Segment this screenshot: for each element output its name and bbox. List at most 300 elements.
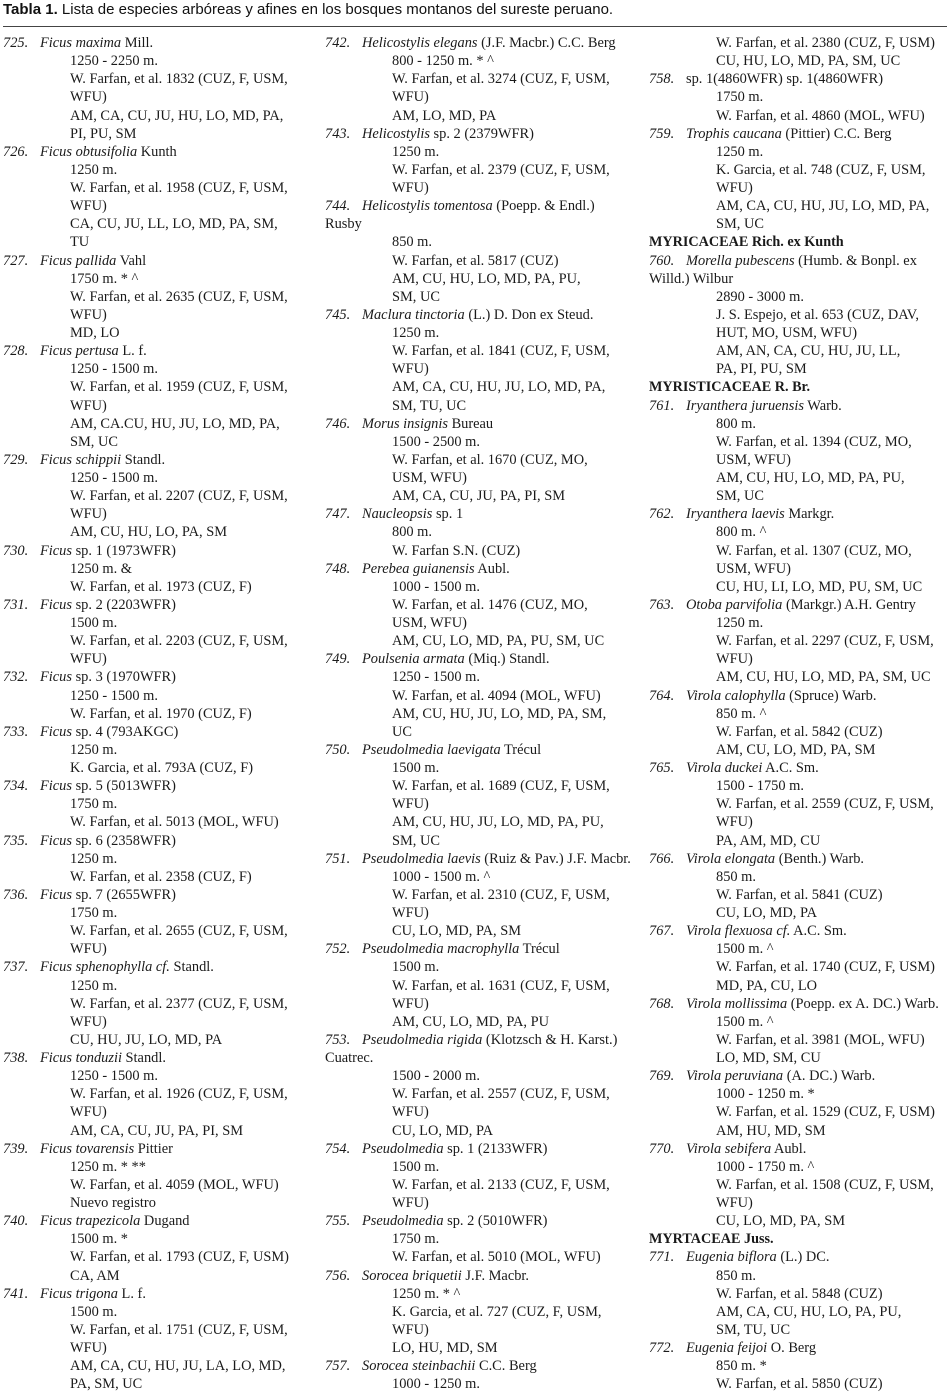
entry-detail: W. Farfan, et al. 2559 (CUZ, F, USM, [716,796,934,813]
entry-detail: W. Farfan, et al. 1740 (CUZ, F, USM) [716,959,935,976]
species-author: Standl. [121,451,166,468]
species-entry [3,723,311,741]
entry-detail: W. Farfan, et al. 1958 (CUZ, F, USM, [70,180,288,196]
species-entry [3,1285,311,1303]
species-entry [3,252,311,270]
entry-detail: SM, TU, UC [716,1321,791,1338]
entry-number: 733. [3,723,29,740]
entry-detail: SM, UC [392,288,440,305]
entry-detail: CU, LO, MD, PA, SM [392,923,522,940]
entry-detail: W. Farfan, et al. 1670 (CUZ, MO, [392,451,588,468]
entry-number: 730. [3,542,29,559]
entry-number: 772. [649,1340,675,1356]
species-author: Warb. [803,397,842,414]
entry-detail: WFU) [70,506,107,523]
entry-detail: W. Farfan S.N. (CUZ) [392,542,521,559]
entry-number: 768. [649,995,675,1012]
entry-detail: 850 m. * [716,1358,767,1375]
species-name: Naucleopsis [362,506,433,523]
entry-detail: CU, LO, MD, PA, SM [716,1213,846,1230]
entry-detail: AM, CU, LO, MD, PA, PU, SM, UC [392,633,605,650]
entry-number: 755. [325,1213,351,1230]
species-name: Maclura tinctoria [362,306,465,323]
species-name: Perebea guianensis [362,560,475,577]
species-name: Ficus tovarensis [40,1140,135,1157]
species-author: Aubl. [771,1140,807,1157]
entry-detail: WFU) [70,651,107,668]
entry-detail: 1250 m. [70,850,118,867]
species-author: Kunth [137,143,177,160]
entry-detail: W. Farfan, et al. 2380 (CUZ, F, USM) [716,35,935,51]
species-author: sp. 6 (2358WFR) [71,832,176,849]
entry-number: 771. [649,1249,675,1266]
species-author: sp. 2 (5010WFR) [443,1213,548,1230]
species-author: Vahl [116,252,147,269]
entry-detail: AM, CU, HU, LO, PA, SM [70,524,227,541]
species-name: Pseudolmedia rigida [362,1031,483,1048]
entry-detail: 1250 m. * ^ [392,1285,461,1302]
entry-number: 750. [325,741,351,758]
species-entry [325,415,637,433]
species-name: Ficus [40,723,72,740]
species-name: Ficus [40,886,72,903]
species-author: sp. 1(4860WFR) sp. 1(4860WFR) [686,71,884,88]
species-author: sp. 1 [432,506,464,523]
entry-detail: W. Farfan, et al. 5842 (CUZ) [716,723,883,740]
species-author: Markgr. [784,506,835,523]
species-author: (Poepp. & Endl.) [492,198,595,215]
entry-detail: WFU) [716,1195,753,1211]
entry-number: 740. [3,1213,29,1230]
entry-detail: W. Farfan, et al. 4059 (MOL, WFU) [70,1176,279,1193]
entry-detail: CU, LO, MD, PA [716,905,818,921]
species-author: Mill. [121,35,154,51]
entry-detail: W. Farfan, et al. 2655 (CUZ, F, USM, [70,923,288,940]
species-author: J.F. Macbr. [461,1267,529,1284]
entry-detail: 1250 m. * ** [70,1158,146,1175]
species-author: Bureau [447,415,494,432]
species-author: (A. DC.) Warb. [783,1068,876,1085]
entry-detail: WFU) [392,905,429,921]
species-entry [325,1212,637,1230]
entry-detail: 800 m. [392,524,432,541]
species-entry [649,70,949,88]
species-name: Ficus maxima [40,35,122,51]
entry-detail: W. Farfan, et al. 2310 (CUZ, F, USM, [392,886,610,903]
entry-detail: 1250 m. [70,741,118,758]
entry-detail: WFU) [392,361,429,378]
entry-detail: 850 m. [716,1267,756,1284]
species-entry [3,143,311,161]
species-author: sp. 1 (1973WFR) [71,542,176,559]
entry-detail: WFU) [70,89,107,106]
entry-detail: W. Farfan, et al. 1508 (CUZ, F, USM, [716,1176,934,1193]
species-name: Virola calophylla [686,687,786,704]
entry-number: 727. [3,252,29,269]
species-entry [3,451,311,469]
species-author: (Poepp. ex A. DC.) Warb. [787,995,939,1012]
species-name: Virola sebifera [686,1140,772,1157]
species-entry [3,596,311,614]
entry-detail: W. Farfan, et al. 1832 (CUZ, F, USM, [70,71,288,88]
species-entry [3,542,311,560]
entry-detail: 1250 - 1500 m. [70,361,158,378]
entry-detail: AM, LO, MD, PA [392,107,497,124]
species-entry [3,958,311,976]
entry-number: 731. [3,596,29,613]
entry-detail: WFU) [70,306,107,323]
entry-number: 747. [325,506,351,523]
species-name: Pseudolmedia laevigata [362,741,501,758]
species-author: (Spruce) Warb. [785,687,877,704]
species-name: Ficus [40,596,72,613]
entry-detail: W. Farfan, et al. 2358 (CUZ, F) [70,868,252,885]
species-entry [3,1212,311,1230]
species-name: Helicostylis tomentosa [362,198,493,215]
entry-detail: W. Farfan, et al. 1689 (CUZ, F, USM, [392,778,610,795]
entry-detail: UC [392,723,412,740]
species-author: sp. 1 (2133WFR) [443,1140,548,1157]
entry-detail: SM, TU, UC [392,397,467,414]
species-entry [3,777,311,795]
entry-detail: AM, CA, CU, JU, HU, LO, MD, PA, [70,107,284,124]
entry-detail: 800 m. [716,415,756,432]
entry-detail: AM, CU, LO, MD, PA, SM [716,741,876,758]
entry-detail: 1500 m. [392,959,440,976]
species-entry [325,34,637,52]
species-name: Ficus [40,542,72,559]
entry-number: 767. [649,923,675,940]
species-author: (Benth.) Warb. [775,850,865,867]
entry-detail: WFU) [392,1104,429,1121]
family-heading: MYRTACEAE Juss. [649,1231,774,1248]
entry-detail: 1500 - 1750 m. [716,778,804,795]
species-name: Virola mollissima [686,995,788,1012]
entry-detail: WFU) [392,796,429,813]
species-author: sp. 7 (2655WFR) [71,886,176,903]
species-name: Helicostylis elegans [362,35,478,51]
species-name: Ficus obtusifolia [40,143,138,160]
entry-detail: 850 m. [392,234,432,251]
entry-detail: W. Farfan, et al. 3274 (CUZ, F, USM, [392,71,610,88]
species-name: Sorocea briquetii [362,1267,462,1284]
entry-detail: AM, CU, HU, LO, MD, PA, PU, [392,270,581,287]
entry-detail: SM, UC [70,433,118,450]
entry-detail: 1250 - 1500 m. [70,1068,158,1085]
species-entry [3,342,311,360]
species-name: Ficus trapezicola [40,1213,141,1230]
entry-detail: CA, AM [70,1267,120,1284]
species-entry [649,125,949,143]
species-author: Trécul [519,941,560,958]
entry-number: 753. [325,1031,351,1048]
entry-detail: 1000 - 1250 m. [392,1376,480,1393]
entry-detail: K. Garcia, et al. 727 (CUZ, F, USM, [392,1303,602,1320]
entry-detail: WFU) [70,1104,107,1121]
entry-number: 759. [649,125,675,142]
entry-detail: AM, CA, CU, HU, LO, PA, PU, [716,1303,902,1320]
entry-detail: LO, MD, SM, CU [716,1050,821,1066]
entry-detail: W. Farfan, et al. 5817 (CUZ) [392,252,559,269]
species-author: O. Berg [767,1340,817,1356]
species-entry [325,1031,637,1049]
species-entry [649,687,949,705]
species-name: Eugenia feijoi [686,1340,768,1356]
species-author: A.C. Sm. [790,923,847,940]
entry-detail: WFU) [70,941,107,958]
entry-detail: AM, CA, CU, JU, PA, PI, SM [392,488,566,505]
entry-detail: CU, HU, LO, MD, PA, SM, UC [716,53,901,70]
entry-number: 739. [3,1140,29,1157]
entry-number: 769. [649,1068,675,1085]
species-author: sp. 4 (793AKGC) [71,723,179,740]
entry-detail: AM, CU, HU, JU, LO, MD, PA, PU, [392,814,604,831]
species-name: Ficus [40,778,72,795]
entry-number: 766. [649,850,675,867]
species-author: (Humb. & Bonpl. ex [794,252,917,269]
entry-number: 752. [325,941,351,958]
species-entry [649,1067,949,1085]
entry-detail: 1250 m. & [70,560,132,577]
entry-number: 760. [649,252,675,269]
entry-detail: 1500 m. [70,615,118,631]
entry-detail: W. Farfan, et al. 5848 (CUZ) [716,1285,883,1302]
species-author: L. f. [118,343,147,360]
species-author: (J.F. Macbr.) C.C. Berg [477,35,616,51]
species-entry [325,505,637,523]
caption-label: Tabla 1. [3,1,58,18]
entry-number: 761. [649,397,675,414]
species-name: Pseudolmedia macrophylla [362,941,520,958]
species-author: C.C. Berg [475,1358,537,1375]
entry-detail: USM, WFU) [392,615,467,631]
entry-number: 764. [649,687,675,704]
entry-detail: PI, PU, SM [70,125,137,142]
entry-detail: WFU) [70,1340,107,1356]
entry-detail: PA, AM, MD, CU [716,832,821,849]
entry-detail: AM, CU, LO, MD, PA, PU [392,1013,549,1030]
entry-detail: 1500 m. [70,1303,118,1320]
species-name: Pseudolmedia laevis [362,850,481,867]
entry-detail: W. Farfan, et al. 1631 (CUZ, F, USM, [392,977,610,994]
author-continuation: Rusby [325,216,362,233]
entry-detail: WFU) [392,995,429,1012]
entry-detail: MD, LO [70,325,120,341]
species-author: Standl. [121,1050,166,1066]
species-author: sp. 5 (5013WFR) [71,778,176,795]
column-3 [649,34,949,1394]
entry-detail: 1750 m. [70,905,118,921]
entry-detail: LO, HU, MD, SM [392,1340,498,1356]
species-entry [3,1049,311,1067]
entry-detail: 1750 m. [716,89,764,106]
entry-detail: W. Farfan, et al. 2207 (CUZ, F, USM, [70,488,288,505]
entry-detail: W. Farfan, et al. 1476 (CUZ, MO, [392,596,588,613]
species-name: Virola duckei [686,760,763,776]
entry-detail: W. Farfan, et al. 4094 (MOL, WFU) [392,687,601,704]
entry-detail: 1250 - 1500 m. [70,470,158,486]
caption-text: Lista de especies arbóreas y afines en los bosques montanos del sureste peruano. [57,1,614,18]
entry-number: 742. [325,35,351,51]
entry-detail: 1750 m. [392,1231,440,1248]
entry-detail: WFU) [716,180,753,196]
species-entry [649,252,949,270]
species-name: Ficus [40,832,72,849]
species-name: Otoba parvifolia [686,596,783,613]
entry-detail: W. Farfan, et al. 5841 (CUZ) [716,886,883,903]
entry-detail: PA, PI, PU, SM [716,361,807,378]
species-author: (L.) D. Don ex Steud. [464,306,594,323]
entry-detail: 1500 m. ^ [716,1013,774,1030]
entry-number: 745. [325,306,351,323]
entry-detail: W. Farfan, et al. 1970 (CUZ, F) [70,705,252,722]
species-name: Ficus sphenophylla cf. [40,959,170,976]
entry-number: 748. [325,560,351,577]
species-entry [325,560,637,578]
species-entry [649,505,949,523]
entry-detail: AM, CA, CU, JU, PA, PI, SM [70,1122,244,1139]
entry-detail: AM, HU, MD, SM [716,1122,826,1139]
species-author: (Pittier) C.C. Berg [781,125,892,142]
species-entry [649,1339,949,1357]
entry-detail: W. Farfan, et al. 1926 (CUZ, F, USM, [70,1086,288,1103]
species-entry [325,1357,637,1375]
species-entry [325,125,637,143]
species-entry [325,940,637,958]
species-name: Eugenia biflora [686,1249,777,1266]
species-entry [3,886,311,904]
species-name: Ficus tonduzii [40,1050,122,1066]
entry-detail: 1250 - 1500 m. [70,687,158,704]
species-name: Sorocea steinbachii [362,1358,476,1375]
column-1 [3,34,311,1394]
entry-detail: 1500 m. [392,760,440,776]
entry-detail: 2890 - 3000 m. [716,288,804,305]
entry-detail: W. Farfan, et al. 1529 (CUZ, F, USM) [716,1104,935,1121]
species-entry [3,832,311,850]
entry-detail: AM, CU, HU, JU, LO, MD, PA, SM, [392,705,607,722]
species-name: Pseudolmedia [362,1213,444,1230]
species-author: (Klotzsch & H. Karst.) [482,1031,618,1048]
species-entry [325,197,637,215]
species-entry [325,741,637,759]
species-name: Trophis caucana [686,125,782,142]
entry-detail: WFU) [392,1195,429,1211]
entry-detail: WFU) [70,397,107,414]
species-name: Virola elongata [686,850,776,867]
entry-detail: 1000 - 1500 m. ^ [392,868,491,885]
entry-number: 725. [3,35,29,51]
entry-detail: 1500 m. * [70,1231,128,1248]
entry-detail: W. Farfan, et al. 1841 (CUZ, F, USM, [392,343,610,360]
species-entry [325,1267,637,1285]
entry-detail: J. S. Espejo, et al. 653 (CUZ, DAV, [716,306,919,323]
species-name: Ficus pertusa [40,343,119,360]
entry-detail: W. Farfan, et al. 1793 (CUZ, F, USM) [70,1249,289,1266]
entry-detail: CA, CU, JU, LL, LO, MD, PA, SM, [70,216,278,233]
entry-detail: W. Farfan, et al. 2557 (CUZ, F, USM, [392,1086,610,1103]
entry-number: 736. [3,886,29,903]
entry-detail: AM, CA, CU, HU, JU, LA, LO, MD, [70,1358,286,1375]
entry-detail: 1750 m. * ^ [70,270,139,287]
entry-detail: W. Farfan, et al. 5850 (CUZ) [716,1376,883,1393]
entry-detail: 800 - 1250 m. * ^ [392,53,494,70]
entry-number: 734. [3,778,29,795]
entry-detail: 1250 - 2250 m. [70,53,158,70]
species-author: Standl. [169,959,214,976]
family-heading: MYRICACEAE Rich. ex Kunth [649,234,844,251]
entry-detail: W. Farfan, et al. 1307 (CUZ, MO, [716,542,912,559]
entry-number: 746. [325,415,351,432]
family-heading: MYRISTICACEAE R. Br. [649,379,811,396]
entry-detail: SM, UC [392,832,440,849]
entry-detail: K. Garcia, et al. 748 (CUZ, F, USM, [716,161,926,178]
species-author: (Markgr.) A.H. Gentry [782,596,916,613]
entry-detail: 1250 m. [716,615,764,631]
species-entry [649,922,949,940]
species-name: Pseudolmedia [362,1140,444,1157]
species-name: Ficus trigona [40,1285,118,1302]
entry-number: 765. [649,760,675,776]
entry-number: 729. [3,451,29,468]
entry-detail: 1000 - 1500 m. [392,578,480,595]
species-author: Aubl. [474,560,510,577]
entry-detail: SM, UC [716,488,764,505]
entry-detail: 1000 - 1750 m. ^ [716,1158,815,1175]
entry-detail: W. Farfan, et al. 4860 (MOL, WFU) [716,107,925,124]
entry-detail: USM, WFU) [392,470,467,486]
species-entry [3,34,311,52]
species-name: Ficus schippii [40,451,122,468]
entry-number: 741. [3,1285,29,1302]
entry-detail: WFU) [392,180,429,196]
entry-detail: 1250 m. [392,325,440,341]
entry-number: 732. [3,669,29,686]
species-name: Iryanthera laevis [686,506,785,523]
entry-detail: 800 m. ^ [716,524,767,541]
species-entry [649,850,949,868]
entry-detail: AM, CA.CU, HU, JU, LO, MD, PA, [70,415,280,432]
entry-number: 749. [325,651,351,668]
entry-detail: W. Farfan, et al. 1959 (CUZ, F, USM, [70,379,288,396]
entry-number: 744. [325,198,351,215]
entry-detail: W. Farfan, et al. 1973 (CUZ, F) [70,578,252,595]
entry-detail: W. Farfan, et al. 2203 (CUZ, F, USM, [70,633,288,650]
entry-number: 735. [3,832,29,849]
entry-detail: W. Farfan, et al. 2379 (CUZ, F, USM, [392,161,610,178]
species-entry [325,306,637,324]
entry-detail: AM, CA, CU, HU, JU, LO, MD, PA, [392,379,606,396]
species-entry [325,650,637,668]
entry-number: 762. [649,506,675,523]
entry-detail: TU [70,234,90,251]
species-author: Dugand [140,1213,190,1230]
species-author: A.C. Sm. [762,760,819,776]
entry-detail: 850 m. ^ [716,705,767,722]
entry-detail: AM, AN, CA, CU, HU, JU, LL, [716,343,901,360]
entry-detail: W. Farfan, et al. 3981 (MOL, WFU) [716,1031,925,1048]
entry-detail: W. Farfan, et al. 1751 (CUZ, F, USM, [70,1321,288,1338]
species-author: Pittier [134,1140,173,1157]
species-author: sp. 2 (2203WFR) [71,596,176,613]
entry-number: 751. [325,850,351,867]
entry-detail: USM, WFU) [716,451,791,468]
entry-detail: WFU) [70,1013,107,1030]
entry-detail: CU, HU, JU, LO, MD, PA [70,1031,223,1048]
entry-detail: 1500 m. ^ [716,941,774,958]
species-entry [649,596,949,614]
entry-number: 737. [3,959,29,976]
